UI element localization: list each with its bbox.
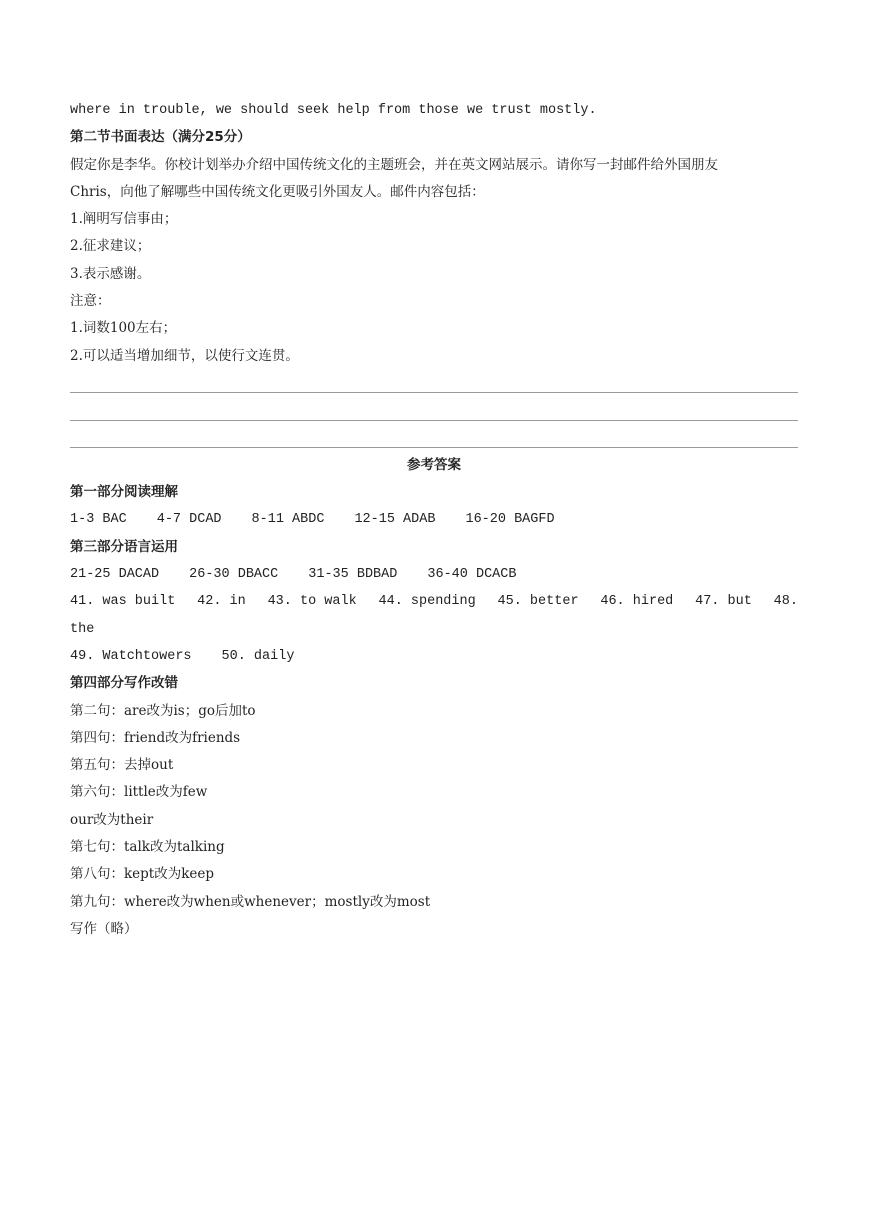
- note-item: 2.可以适当增加细节，以使行文连贯。: [70, 347, 299, 364]
- answer-group: 4-7 DCAD: [156, 512, 222, 528]
- answer-group: 36-40 DCACB: [427, 567, 517, 583]
- part1-heading: 第一部分阅读理解: [70, 484, 178, 501]
- answer-group: 1-3 BAC: [70, 512, 127, 528]
- answers-title: 参考答案: [407, 456, 461, 473]
- answer-group: 26-30 DBACC: [189, 567, 279, 583]
- fill-answer: 44. spending: [378, 594, 476, 610]
- correction-line: 第七句：talk改为talking: [70, 839, 225, 856]
- writing-point: 3.表示感谢。: [70, 265, 151, 282]
- note-item: 1.词数100左右；: [70, 320, 177, 337]
- correction-line: 第四句：friend改为friends: [70, 729, 241, 746]
- continued-text: where in trouble, we should seek help from those we trust mostly.: [70, 103, 597, 118]
- writing-prompt-line2: Chris，向他了解哪些中国传统文化更吸引外国友人。邮件内容包括：: [70, 183, 485, 200]
- correction-line: our改为their: [70, 811, 154, 828]
- answer-group: 16-20 BAGFD: [465, 512, 555, 528]
- correction-line: 第二句：are改为is；go后加to: [70, 702, 256, 719]
- fill-answers: [70, 588, 798, 615]
- answer-group: 8-11 ABDC: [251, 512, 325, 528]
- document-page: [70, 97, 798, 943]
- correction-line: 第九句：where改为when或whenever；mostly改为most: [70, 893, 431, 910]
- fill-answer: 46. hired: [600, 594, 674, 610]
- correction-line: 第八句：kept改为keep: [70, 866, 215, 883]
- fill-answer: 50. daily: [221, 648, 295, 664]
- fill-answer: 48.: [773, 594, 798, 610]
- fill-answer: 43. to walk: [267, 594, 357, 610]
- writing-point: 1.阐明写信事由；: [70, 211, 178, 228]
- fill-answers-2: [70, 643, 798, 670]
- fill-answer: 42. in: [197, 594, 246, 610]
- note-label: 注意：: [70, 293, 111, 310]
- fill-answer: 41. was built: [70, 594, 176, 610]
- fill-answer: 45. better: [497, 594, 579, 610]
- answer-line: [70, 397, 798, 424]
- part3-heading: 第三部分语言运用: [70, 538, 178, 555]
- writing-point: 2.征求建议；: [70, 238, 151, 255]
- fill-answer-continued: the: [70, 621, 95, 637]
- answer-line: [70, 425, 798, 452]
- answer-group: 12-15 ADAB: [354, 512, 436, 528]
- answer-group: 21-25 DACAD: [70, 567, 160, 583]
- part4-heading: 第四部分写作改错: [70, 675, 178, 692]
- fill-answer: 47. but: [695, 594, 752, 610]
- writing-answer: 写作（略）: [70, 920, 138, 937]
- part3-answers: [70, 561, 798, 588]
- correction-line: 第五句：去掉out: [70, 757, 174, 774]
- writing-prompt-line1: 假定你是李华。你校计划举办介绍中国传统文化的主题班会，并在英文网站展示。请你写一封邮件给外国朋友: [70, 156, 718, 173]
- answer-line: [70, 370, 798, 397]
- answer-group: 31-35 BDBAD: [308, 567, 398, 583]
- correction-line: 第六句：little改为few: [70, 784, 208, 801]
- fill-answer: 49. Watchtowers: [70, 648, 192, 664]
- writing-section-heading: 第二节书面表达（满分25分）: [70, 129, 251, 146]
- part1-answers: [70, 506, 798, 533]
